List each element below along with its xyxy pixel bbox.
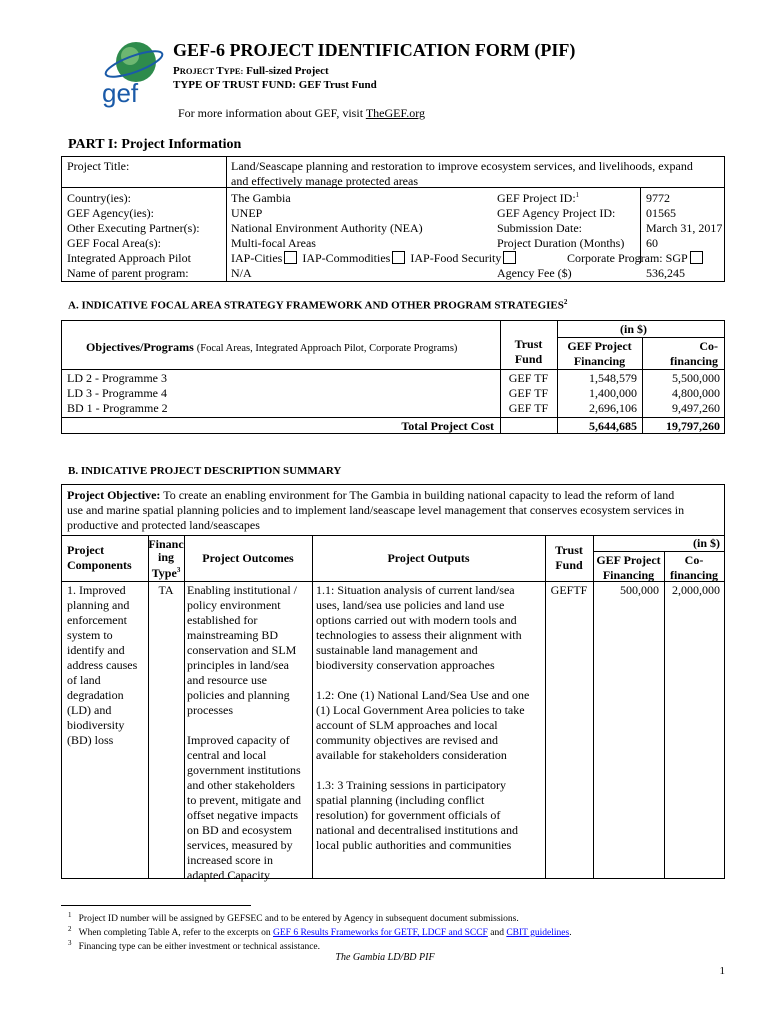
- col-objectives: Objectives/Programs (Focal Areas, Integrated Approach Pilot, Corporate Programs): [86, 340, 458, 354]
- outcome-line: offset negative impacts: [187, 808, 299, 822]
- svg-text:gef: gef: [102, 78, 139, 108]
- label-parent-program: Name of parent program:: [67, 266, 189, 280]
- thegef-link[interactable]: TheGEF.org: [365, 106, 425, 120]
- program-row-2: LD 3 - Programme 4: [67, 386, 167, 400]
- total-gef: 5,644,685: [589, 419, 637, 433]
- outcome-line: processes: [187, 703, 233, 717]
- value-project-title-2: and effectively manage protected areas: [231, 174, 419, 188]
- gef-row-2: 1,400,000: [589, 386, 637, 400]
- col-in-dollars: (in $): [620, 322, 647, 336]
- component-line: degradation: [67, 688, 124, 702]
- outcome-line: [187, 718, 311, 733]
- output-line: uses, land/sea use policies and land use: [316, 598, 505, 612]
- outcome-line: to prevent, mitigate and: [187, 793, 301, 807]
- fund-row-3: GEF TF: [508, 401, 549, 415]
- program-row-3: BD 1 - Programme 2: [67, 401, 168, 415]
- co-row-2: 4,800,000: [672, 386, 720, 400]
- outcome-line: mainstreaming BD: [187, 628, 278, 642]
- component-line: of land: [67, 673, 101, 687]
- outcome-line: Enabling institutional /: [187, 583, 297, 597]
- outcome-line: and other stakeholders: [187, 778, 295, 792]
- focal-area-table: [61, 320, 725, 434]
- value-countries: The Gambia: [231, 191, 291, 205]
- cbit-guidelines-link[interactable]: CBIT guidelines: [506, 928, 570, 939]
- component-line: planning and: [67, 598, 130, 612]
- col-in-dollars-b: (in $): [693, 536, 720, 550]
- section-a-heading: A. INDICATIVE FOCAL AREA STRATEGY FRAMEWORK AND OTHER PROGRAM STRATEGIES$^2$: [68, 298, 568, 312]
- outputs-cell: [316, 583, 544, 853]
- footnote-3: $^3$ Financing type can be either investment or technical assistance.: [68, 939, 320, 953]
- output-line: 1.1: Situation analysis of current land/sea: [316, 583, 515, 597]
- col-trust-fund-b: Trust Fund: [555, 543, 583, 572]
- output-line: sustainable land management and: [316, 643, 478, 657]
- col-cofinancing: Co- financing: [669, 339, 718, 368]
- outcome-line: central and local: [187, 748, 267, 762]
- trust-fund-value-b: GEFTF: [550, 583, 588, 597]
- col-gef-financing: GEF Project Financing: [567, 339, 632, 368]
- gef-logo: [100, 38, 164, 108]
- output-line: (1) Local Government Area policies to take: [316, 703, 525, 717]
- project-info-table: [61, 156, 725, 282]
- col-financing-type: Financ ing Type$^3$: [148, 537, 184, 580]
- form-title: GEF-6 PROJECT IDENTIFICATION FORM (PIF): [173, 40, 576, 60]
- co-row-1: 5,500,000: [672, 371, 720, 385]
- output-line: biodiversity conservation approaches: [316, 658, 495, 672]
- label-agencies: GEF Agency(ies):: [67, 206, 154, 220]
- label-gef-project-id: GEF Project ID:$^1$: [497, 191, 580, 205]
- section-b-heading: B. INDICATIVE PROJECT DESCRIPTION SUMMARY: [68, 465, 342, 477]
- corporate-program: Corporate Program: SGP: [567, 251, 705, 266]
- col-trust-fund: Trust Fund: [514, 337, 543, 366]
- gef-financing-value-b: 500,000: [620, 583, 659, 597]
- page-number: 1: [719, 965, 725, 977]
- component-line: biodiversity: [67, 718, 125, 732]
- trust-fund-line: TYPE OF TRUST FUND: GEF Trust Fund: [173, 79, 377, 91]
- outcome-line: government institutions: [187, 763, 301, 777]
- label-submission-date: Submission Date:: [497, 221, 583, 235]
- output-line: available for stakeholders consideration: [316, 748, 507, 762]
- outcome-line: increased score in: [187, 853, 273, 867]
- output-line: [316, 673, 544, 688]
- outcome-line: adapted Capacity: [187, 868, 270, 882]
- outcome-line: policy environment: [187, 598, 281, 612]
- label-focal-area: GEF Focal Area(s):: [67, 236, 161, 250]
- iap-food-checkbox[interactable]: [503, 251, 516, 264]
- value-duration: 60: [646, 236, 658, 250]
- cofinancing-value-b: 2,000,000: [672, 583, 720, 597]
- financing-type-value: TA: [158, 583, 174, 597]
- value-gef-project-id: 9772: [646, 191, 670, 205]
- gef-row-1: 1,548,579: [589, 371, 637, 385]
- project-objective: Project Objective: To create an enabling environment for The Gambia in building national capacity to lead the reform of land use and marine spatial planning policies and to implement land/seascape level management that conserves ecosystem services in productive and protected land/seascapes: [67, 488, 685, 532]
- value-focal-area: Multi-focal Areas: [231, 236, 316, 250]
- col-gef-financing-b: GEF Project Financing: [596, 553, 661, 582]
- fund-row-2: GEF TF: [508, 386, 549, 400]
- output-line: national and decentralised institutions and: [316, 823, 518, 837]
- label-iap: Integrated Approach Pilot: [67, 251, 191, 265]
- output-line: community objectives are revised and: [316, 733, 498, 747]
- value-agencies: UNEP: [231, 206, 263, 220]
- outcome-line: established for: [187, 613, 258, 627]
- co-row-3: 9,497,260: [672, 401, 720, 415]
- project-description-table: [61, 484, 725, 882]
- outcome-line: Improved capacity of: [187, 733, 290, 747]
- iap-cities-checkbox[interactable]: [284, 251, 297, 264]
- col-outputs: Project Outputs: [387, 551, 470, 565]
- label-project-title: Project Title:: [67, 159, 130, 173]
- total-label: Total Project Cost: [401, 419, 494, 433]
- outcome-line: policies and planning: [187, 688, 290, 702]
- outcome-line: conservation and SLM: [187, 643, 297, 657]
- program-row-1: LD 2 - Programme 3: [67, 371, 167, 385]
- label-agency-fee: Agency Fee ($): [497, 266, 572, 280]
- total-co: 19,797,260: [666, 419, 720, 433]
- document-name: The Gambia LD/BD PIF: [335, 952, 435, 963]
- component-line: (LD) and: [67, 703, 112, 717]
- iap-options: IAP-Cities IAP-Commodities IAP-Food Security: [231, 251, 518, 266]
- outcome-line: services, measured by: [187, 838, 293, 852]
- component-1: [67, 583, 147, 748]
- col-components: Project Components: [67, 543, 132, 572]
- label-duration: Project Duration (Months): [497, 236, 625, 250]
- project-type-value: Full-sized Project: [246, 65, 329, 77]
- label-agency-project-id: GEF Agency Project ID:: [497, 206, 616, 220]
- output-line: spatial planning (including conflict: [316, 793, 485, 807]
- output-line: account of SLM approaches and local: [316, 718, 498, 732]
- value-submission-date: March 31, 2017: [646, 221, 723, 235]
- component-line: address causes: [67, 658, 138, 672]
- value-agency-fee: 536,245: [646, 266, 685, 280]
- component-line: 1. Improved: [67, 583, 126, 597]
- output-line: [316, 763, 544, 778]
- value-project-title-1: Land/Seascape planning and restoration to improve ecosystem services, and livelihoods, expand: [231, 159, 693, 173]
- fund-row-1: GEF TF: [508, 371, 549, 385]
- output-line: 1.3: 3 Training sessions in participatory: [316, 778, 506, 792]
- col-cofinancing-b: Co- financing: [669, 553, 718, 582]
- output-line: resolution) for government officials of: [316, 808, 501, 822]
- outcomes-cell: [187, 583, 311, 883]
- footnote-divider: [61, 905, 251, 906]
- label-exec-partners: Other Executing Partner(s):: [67, 221, 200, 235]
- corporate-program-checkbox[interactable]: [690, 251, 703, 264]
- project-type-line: PROJECT TYPE: Full-sized Project: [173, 65, 329, 77]
- footnote-2: $^2$ When completing Table A, refer to the excerpts on GEF 6 Results Frameworks for GETF, LDCF and SCCF and CBIT guidelines.: [68, 925, 572, 939]
- footnote-1: $^1$ Project ID number will be assigned by GEFSEC and to be entered by Agency in subsequent document submissions.: [68, 911, 519, 925]
- gef-row-3: 2,696,106: [589, 401, 637, 415]
- trust-fund-value: GEF Trust Fund: [298, 79, 377, 91]
- output-line: options carried out with modern tools and: [316, 613, 517, 627]
- component-line: identify and: [67, 643, 125, 657]
- label-countries: Country(ies):: [67, 191, 131, 205]
- value-agency-project-id: 01565: [646, 206, 676, 220]
- value-exec-partners: National Environment Authority (NEA): [231, 221, 423, 235]
- outcome-line: and resource use: [187, 673, 267, 687]
- output-line: local public authorities and communities: [316, 838, 512, 852]
- part1-heading: PART I: Project Information: [68, 137, 242, 152]
- output-line: 1.2: One (1) National Land/Sea Use and one: [316, 688, 530, 702]
- value-parent-program: N/A: [231, 266, 252, 280]
- component-line: system to: [67, 628, 113, 642]
- results-frameworks-link[interactable]: GEF 6 Results Frameworks for GETF, LDCF and SCCF: [273, 928, 488, 939]
- component-line: enforcement: [67, 613, 127, 627]
- output-line: technologies to assess their alignment with: [316, 628, 522, 642]
- iap-commodities-checkbox[interactable]: [392, 251, 405, 264]
- component-line: (BD) loss: [67, 733, 114, 747]
- outcome-line: principles in land/sea: [187, 658, 289, 672]
- more-info-line: For more information about GEF, visit TheGEF.org: [178, 106, 425, 120]
- outcome-line: on BD and ecosystem: [187, 823, 292, 837]
- col-outcomes: Project Outcomes: [202, 551, 294, 565]
